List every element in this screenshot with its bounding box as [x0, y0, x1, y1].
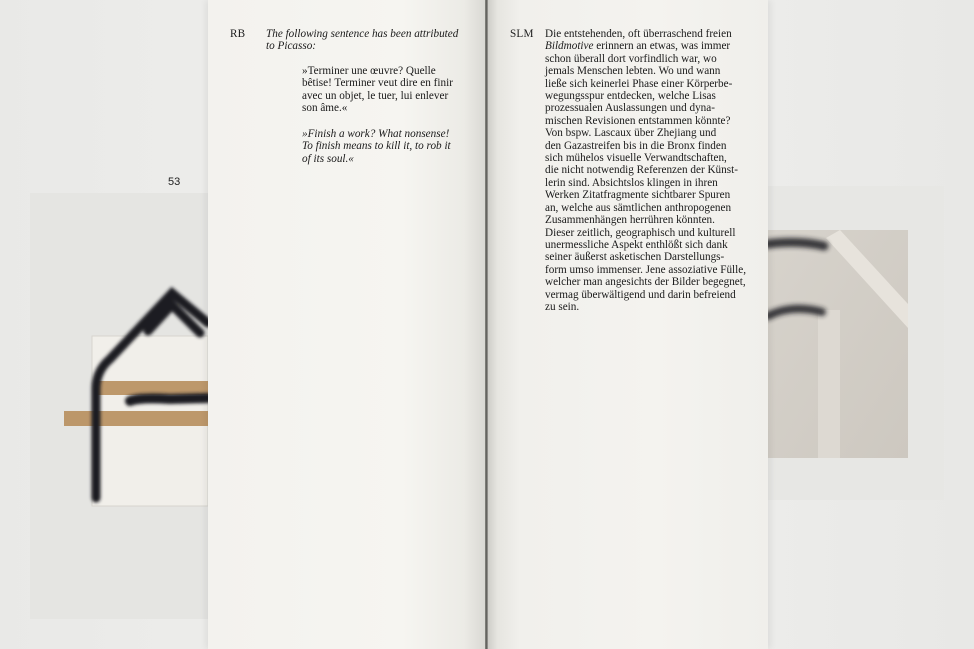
essay-line: form umso immenser. Jene assoziative Fülle, — [545, 263, 747, 276]
essay-line: jemals Menschen lebten. Wo und wann — [545, 65, 721, 78]
essay-line: den Gazastreifen bis in die Bronx finden — [545, 139, 727, 152]
essay-line: unermessliche Aspekt enthlößt sich dank — [545, 238, 728, 251]
essay-line: mischen Revisionen entstammen könnte? — [545, 114, 731, 127]
essay-line: an, welche aus sämtlichen anthropogenen — [545, 201, 732, 214]
essay-line: Dieser zeitlich, geographisch und kulturell — [545, 226, 736, 239]
abstract-painting-image — [768, 186, 944, 500]
essay-line: ließe sich keinerlei Phase einer Körperbe- — [545, 77, 733, 90]
essay-line: Zusammenhängen herrühren könnten. — [545, 214, 715, 227]
house-painting-image — [30, 193, 208, 619]
essay-line-italic-word: Bildmotive — [545, 40, 594, 53]
book-gutter — [485, 0, 488, 649]
essay-line: die nicht notwendig Referenzen der Künst- — [545, 164, 738, 177]
essay-line: Von bspw. Lascaux über Zhejiang und — [545, 127, 717, 140]
intro-text: The following sentence has been attributed to Picasso: — [266, 28, 459, 53]
essay-line: prozessualen Auslassungen und dyna- — [545, 102, 715, 115]
book-page-right — [486, 0, 768, 649]
essay-line: Bildmotive erinnern an etwas, was immer — [545, 40, 731, 53]
essay-line: lerin sind. Absichtslos klingen in ihren — [545, 176, 718, 189]
essay-paragraph — [545, 28, 765, 313]
quote-english: »Finish a work? What nonsense! To finish means to kill it, to rob it of its soul.« — [302, 128, 451, 165]
essay-line: Werken Zitatfragmente sichtbarer Spuren — [545, 189, 731, 202]
artwork-photo-right — [768, 186, 944, 500]
essay-line: schon überall dort vorfindlich war, wo — [545, 52, 717, 65]
speaker-label-slm: SLM — [510, 28, 534, 40]
essay-line: welcher man angesichts der Bilder begegnet, — [545, 276, 746, 289]
quote-french: »Terminer une œuvre? Quelle bêtise! Terminer veut dire en finir avec un objet, le tuer, lui enlever son âme.« — [302, 65, 453, 115]
essay-line: zu sein. — [545, 300, 580, 313]
essay-line: sich mühelos visuelle Verwandtschaften, — [545, 152, 727, 165]
essay-line: wegungsspur entdecken, welche Lisas — [545, 90, 716, 103]
speaker-label-rb: RB — [230, 28, 246, 40]
essay-line: Die entstehenden, oft überraschend freien — [545, 28, 732, 40]
essay-line: vermag überwältigend und darin befreiend — [545, 288, 736, 301]
artwork-photo-left — [30, 193, 208, 619]
page-number: 53 — [168, 176, 181, 188]
essay-line: seiner äußerst asketischen Darstellungs- — [545, 251, 725, 264]
book-page-left — [208, 0, 486, 649]
